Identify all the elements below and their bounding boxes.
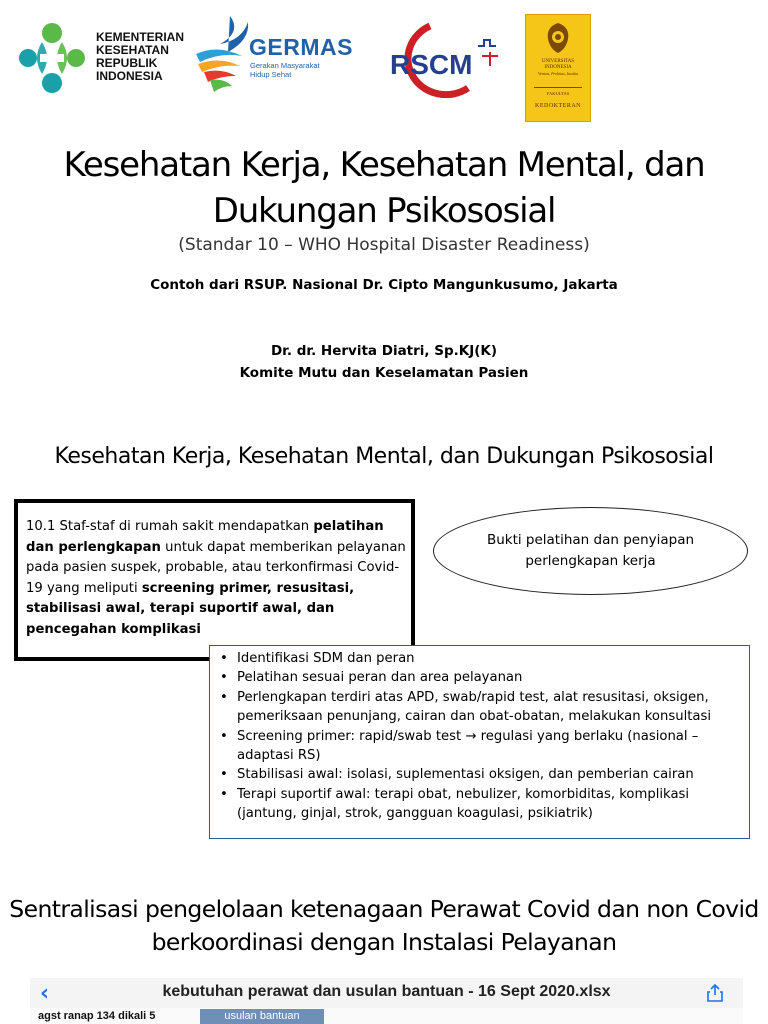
list-item: • Pelatihan sesuai peran dan area pelayanan xyxy=(237,668,743,687)
germas-subtitle: Gerakan Masyarakat Hidup Sehat xyxy=(250,61,320,79)
germas-logo xyxy=(190,14,252,94)
standard-text: 10.1 Staf-staf di rumah sakit mendapatkan pelatihan dan perlengkapan untuk dapat memberikan pelayanan pada pasien suspek, probable, atau terkonfirmasi Covid-19 yang meliputi screening primer, resusitasi, stabilisasi awal, terapi suportif awal, dan pencegahan komplikasi xyxy=(26,519,406,637)
list-item: • Stabilisasi awal: isolasi, suplementasi oksigen, dan pemberian cairan xyxy=(237,765,743,784)
example-source: Contoh dari RSUP. Nasional Dr. Cipto Mangunkusumo, Jakarta xyxy=(150,277,618,293)
standard-box xyxy=(14,499,415,661)
share-icon[interactable] xyxy=(705,983,725,1003)
list-item: • Screening primer: rapid/swab test → regulasi yang berlaku (nasional – adaptasi RS) xyxy=(237,727,743,766)
evidence-text: Bukti pelatihan dan penyiapan perlengkapan kerja xyxy=(486,532,695,569)
kemenkes-logo xyxy=(18,20,86,96)
kemenkes-wordmark: KEMENTERIAN KESEHATAN REPUBLIK INDONESIA xyxy=(96,30,185,83)
makara-crest-icon xyxy=(544,21,572,55)
bullet-list xyxy=(210,649,749,824)
author-committee: Komite Mutu dan Keselamatan Pasien xyxy=(239,365,529,381)
ui-fk-logo: UNIVERSITAS INDONESIA Veritas, Probitas, Iustitia FAKULTAS KEDOKTERAN xyxy=(525,14,591,122)
sheet-tab-ranap[interactable]: agst ranap 134 dikali 5 xyxy=(38,1010,156,1022)
germas-title: GERMAS xyxy=(249,34,353,60)
section-heading: Kesehatan Kerja, Kesehatan Mental, dan Dukungan Psikososial xyxy=(54,444,714,469)
list-item: • Identifikasi SDM dan peran xyxy=(237,649,743,668)
evidence-ellipse xyxy=(433,507,748,595)
page-title: Kesehatan Kerja, Kesehatan Mental, dan Dukungan Psikososial xyxy=(63,145,705,231)
sheet-tab-usulan[interactable]: usulan bantuan xyxy=(200,1009,324,1024)
rscm-logo xyxy=(360,22,506,98)
ui-faculty: KEDOKTERAN xyxy=(535,103,581,109)
list-item: • Perlengkapan terdiri atas APD, swab/rapid test, alat resusitasi, oksigen, pemeriksaan penunjang, cairan dan obat-obatan, melakukan konsultasi xyxy=(237,688,743,727)
file-viewer-header xyxy=(30,978,743,1009)
page-subtitle: (Standar 10 – WHO Hospital Disaster Readiness) xyxy=(178,235,590,255)
list-item: • Terapi suportif awal: terapi obat, nebulizer, komorbiditas, komplikasi (jantung, ginjal, strok, gangguan koagulasi, psikiatrik) xyxy=(237,785,743,824)
chevron-left-icon[interactable]: ‹ xyxy=(40,981,50,1006)
author-name: Dr. dr. Hervita Diatri, Sp.KJ(K) xyxy=(270,343,498,359)
bottom-heading: Sentralisasi pengelolaan ketenagaan Perawat Covid dan non Covid berkoordinasi dengan Instalasi Pelayanan xyxy=(9,895,759,956)
sheet-tabs xyxy=(30,1008,743,1024)
rscm-wordmark: RSCM xyxy=(390,49,473,80)
author-block xyxy=(0,340,768,384)
bullet-box xyxy=(209,645,750,839)
file-title: kebutuhan perawat dan usulan bantuan - 16 Sept 2020.xlsx xyxy=(162,983,611,1000)
